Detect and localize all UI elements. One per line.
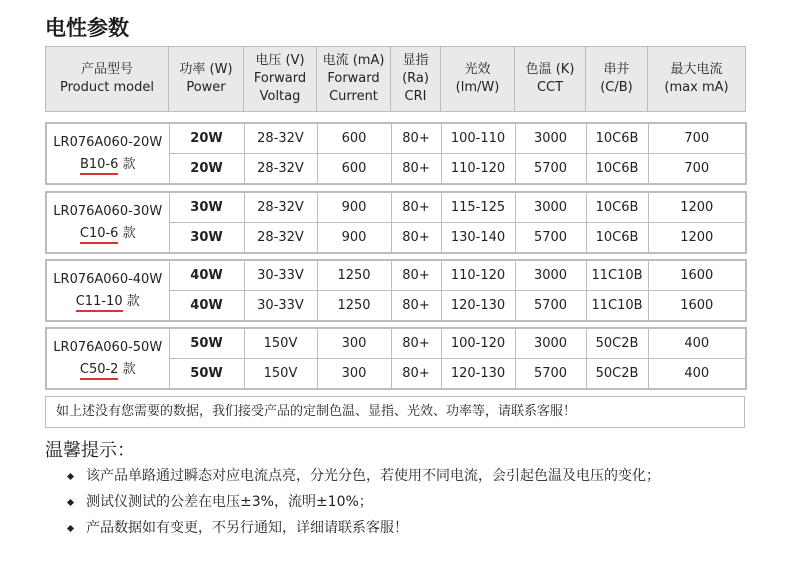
tip-text: 测试仪测试的公差在电压±3%，流明±10%； [86, 494, 373, 510]
table-row [46, 123, 746, 154]
column-header [244, 47, 317, 112]
max-current-cell: 1200 [648, 223, 746, 254]
product-model-name: LR076A060-30W [53, 203, 163, 219]
product-model-variant [47, 154, 169, 176]
model-group [45, 191, 747, 254]
column-header-line: (max mA) [664, 80, 729, 95]
current-cell: 300 [317, 328, 391, 359]
current-cell: 900 [317, 192, 391, 223]
column-header-line: 电流 (mA) [322, 53, 385, 68]
column-header [169, 47, 244, 112]
column-header-line: Forward [253, 71, 307, 86]
model-suffix: 款 [122, 361, 136, 377]
model-code: C50-2 [80, 361, 119, 380]
power-cell: 30W [169, 192, 244, 223]
cct-cell: 5700 [515, 291, 586, 322]
product-model-variant [47, 223, 169, 245]
current-cell: 600 [317, 154, 391, 185]
page-title: 电性参数 [45, 16, 129, 40]
cri-cell: 80+ [391, 192, 441, 223]
voltage-cell: 30-33V [244, 291, 317, 322]
column-header-line: 最大电流 [670, 62, 723, 77]
cri-cell: 80+ [391, 154, 441, 185]
product-model-name: LR076A060-20W [53, 134, 163, 150]
series-parallel-cell: 10C6B [586, 154, 648, 185]
column-header-line: 产品型号 [80, 62, 133, 77]
efficacy-cell: 130-140 [441, 223, 515, 254]
model-group [45, 122, 747, 185]
tip-item [66, 463, 660, 489]
product-model-cell [46, 328, 169, 389]
model-group [45, 259, 747, 322]
series-parallel-cell: 11C10B [586, 260, 648, 291]
efficacy-cell: 120-130 [441, 291, 515, 322]
current-cell: 1250 [317, 260, 391, 291]
tip-item [66, 489, 660, 515]
column-header-line: Forward [327, 71, 380, 86]
current-cell: 900 [317, 223, 391, 254]
column-header-line: CCT [536, 80, 564, 95]
custom-data-notice: 如上述没有您需要的数据，我们接受产品的定制色温、显指、光效、功率等，请联系客服！ [45, 396, 745, 428]
power-cell: 20W [169, 123, 244, 154]
column-header-line: 光效 [464, 62, 491, 77]
power-cell: 30W [169, 223, 244, 254]
column-header-line: Power [186, 80, 226, 95]
cct-cell: 5700 [515, 359, 586, 390]
voltage-cell: 28-32V [244, 223, 317, 254]
tip-text: 产品数据如有变更，不另行通知，详细请联系客服！ [86, 520, 408, 536]
column-header-line: 显指 [402, 53, 429, 68]
column-header-line: Voltag [259, 89, 301, 104]
series-parallel-cell: 11C10B [586, 291, 648, 322]
model-code: C11-10 [76, 293, 123, 312]
model-code: C10-6 [80, 225, 119, 244]
column-header [586, 47, 648, 112]
series-parallel-cell: 10C6B [586, 223, 648, 254]
cct-cell: 3000 [515, 192, 586, 223]
power-cell: 40W [169, 291, 244, 322]
bullet-icon [67, 525, 74, 532]
current-cell: 600 [317, 123, 391, 154]
max-current-cell: 1600 [648, 260, 746, 291]
series-parallel-cell: 50C2B [586, 359, 648, 390]
bullet-icon [67, 473, 74, 480]
max-current-cell: 400 [648, 328, 746, 359]
voltage-cell: 28-32V [244, 123, 317, 154]
model-group [45, 327, 747, 390]
product-model-cell [46, 123, 169, 184]
header-row [46, 47, 746, 112]
cri-cell: 80+ [391, 123, 441, 154]
cct-cell: 5700 [515, 223, 586, 254]
column-header-line: 色温 (K) [525, 62, 575, 77]
product-model-variant [47, 359, 169, 381]
column-header-line: 功率 (W) [179, 62, 233, 77]
cct-cell: 3000 [515, 123, 586, 154]
tip-text: 该产品单路通过瞬态对应电流点亮，分光分色，若使用不同电流，会引起色温及电压的变化； [86, 468, 660, 484]
product-model-cell [46, 260, 169, 321]
column-header-line: CRI [404, 89, 427, 104]
table-row [46, 192, 746, 223]
voltage-cell: 28-32V [244, 192, 317, 223]
efficacy-cell: 100-120 [441, 328, 515, 359]
efficacy-cell: 120-130 [441, 359, 515, 390]
power-cell: 50W [169, 359, 244, 390]
model-code: B10-6 [80, 156, 118, 175]
max-current-cell: 700 [648, 123, 746, 154]
product-model-name: LR076A060-50W [53, 339, 163, 355]
product-model-name: LR076A060-40W [53, 271, 163, 287]
table-row [46, 260, 746, 291]
current-cell: 1250 [317, 291, 391, 322]
column-header [515, 47, 586, 112]
cri-cell: 80+ [391, 291, 441, 322]
table-row [46, 328, 746, 359]
power-cell: 40W [169, 260, 244, 291]
product-model-cell [46, 192, 169, 253]
column-header-line: 电压 (V) [255, 53, 305, 68]
column-header-line: (Ra) [402, 71, 429, 86]
cct-cell: 3000 [515, 260, 586, 291]
series-parallel-cell: 10C6B [586, 192, 648, 223]
voltage-cell: 30-33V [244, 260, 317, 291]
cri-cell: 80+ [391, 328, 441, 359]
voltage-cell: 28-32V [244, 154, 317, 185]
model-suffix: 款 [122, 156, 136, 172]
cri-cell: 80+ [391, 359, 441, 390]
efficacy-cell: 110-120 [441, 260, 515, 291]
cct-cell: 3000 [515, 328, 586, 359]
efficacy-cell: 110-120 [441, 154, 515, 185]
spec-table-header [45, 46, 746, 112]
voltage-cell: 150V [244, 328, 317, 359]
cri-cell: 80+ [391, 260, 441, 291]
column-header [391, 47, 441, 112]
bullet-icon [67, 499, 74, 506]
column-header [46, 47, 169, 112]
tip-item [66, 515, 660, 541]
max-current-cell: 1600 [648, 291, 746, 322]
column-header-line: Current [329, 89, 378, 104]
power-cell: 50W [169, 328, 244, 359]
product-model-variant [47, 291, 169, 313]
cct-cell: 5700 [515, 154, 586, 185]
column-header-line: Product model [60, 80, 154, 95]
max-current-cell: 1200 [648, 192, 746, 223]
column-header [317, 47, 391, 112]
efficacy-cell: 115-125 [441, 192, 515, 223]
model-suffix: 款 [122, 225, 136, 241]
column-header [441, 47, 515, 112]
column-header-line: 串并 [603, 62, 630, 77]
tips-list [66, 463, 660, 541]
tips-title: 温馨提示： [45, 440, 135, 461]
efficacy-cell: 100-110 [441, 123, 515, 154]
column-header-line: (C/B) [600, 80, 633, 95]
cri-cell: 80+ [391, 223, 441, 254]
series-parallel-cell: 10C6B [586, 123, 648, 154]
power-cell: 20W [169, 154, 244, 185]
series-parallel-cell: 50C2B [586, 328, 648, 359]
column-header-line: (lm/W) [455, 80, 500, 95]
voltage-cell: 150V [244, 359, 317, 390]
current-cell: 300 [317, 359, 391, 390]
max-current-cell: 700 [648, 154, 746, 185]
model-suffix: 款 [126, 293, 140, 309]
column-header [648, 47, 746, 112]
max-current-cell: 400 [648, 359, 746, 390]
